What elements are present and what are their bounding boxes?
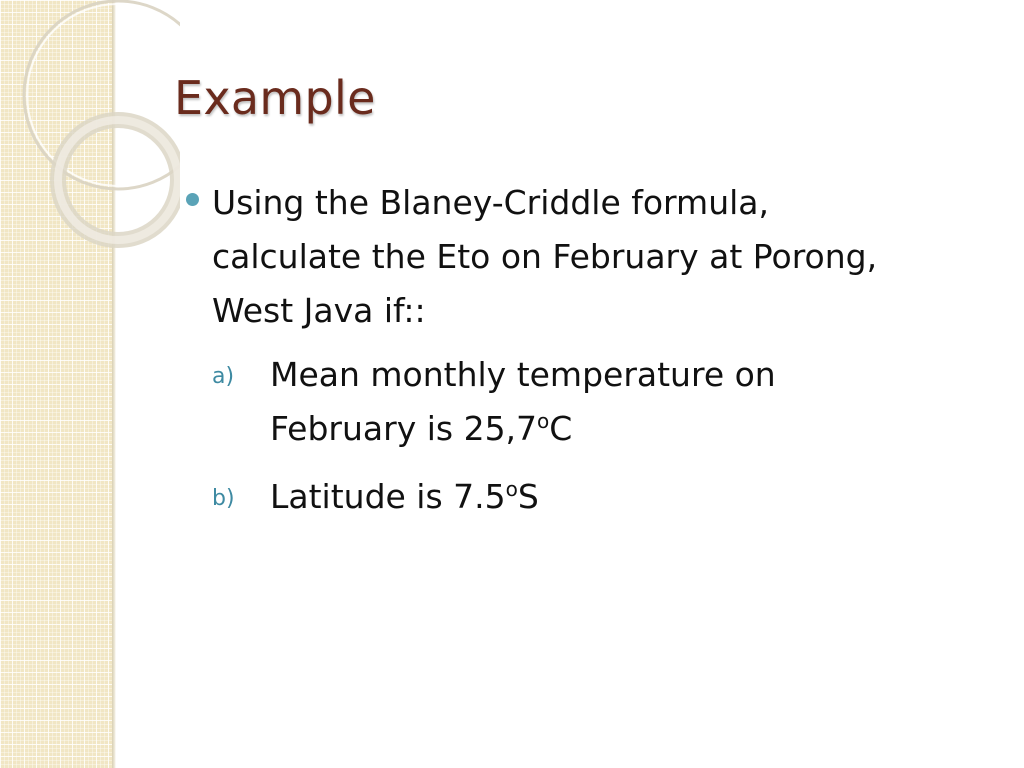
degree-superscript: o [537, 409, 550, 433]
bullet-line-1: Using the Blaney-Criddle formula, [212, 183, 769, 222]
sub-item-a-line-1: Mean monthly temperature on [270, 355, 776, 394]
sub-item-a-text: February is 25,7 [270, 409, 538, 448]
sub-item-a-line-2 [270, 402, 984, 460]
bullet-item [184, 176, 984, 338]
degree-superscript: o [505, 477, 518, 501]
bullet-dot-icon [186, 193, 199, 206]
sub-list [184, 348, 984, 528]
decorative-ring-outer [24, 1, 180, 189]
sub-item-b-line-1 [270, 470, 984, 528]
sub-item-b-marker: b) [212, 486, 235, 511]
decorative-rings [0, 0, 180, 260]
sub-item-b-text: Latitude is 7.5 [270, 477, 506, 516]
sub-item-a-unit: C [549, 409, 573, 448]
sub-item-a-marker: a) [212, 364, 235, 389]
sub-item-a [212, 348, 984, 460]
sub-item-b-unit: S [517, 477, 539, 516]
slide-title: Example [174, 71, 376, 125]
bullet-line-3: West Java if:: [212, 291, 426, 330]
sub-item-b [212, 470, 984, 528]
slide-body [184, 176, 984, 538]
bullet-line-2: calculate the Eto on February at Porong, [212, 237, 878, 276]
